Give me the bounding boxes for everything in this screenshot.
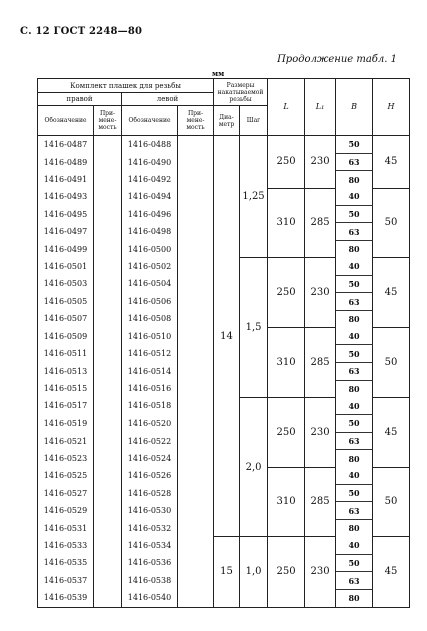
length-L: 250 [268, 397, 305, 467]
left-designation: 1416-0510 [122, 328, 178, 345]
width-B: 40 [336, 397, 373, 414]
right-applicability [94, 171, 122, 188]
right-applicability [94, 589, 122, 607]
width-B: 50 [336, 205, 373, 223]
left-designation: 1416-0520 [122, 415, 178, 433]
left-applicability [178, 484, 214, 502]
length-L: 310 [268, 188, 305, 258]
right-designation: 1416-0497 [38, 223, 94, 241]
left-designation: 1416-0508 [122, 310, 178, 327]
width-B: 40 [336, 537, 373, 554]
left-applicability [178, 450, 214, 467]
left-applicability [178, 241, 214, 258]
width-B: 63 [336, 153, 373, 171]
width-B: 40 [336, 467, 373, 484]
width-B: 63 [336, 572, 373, 590]
left-designation: 1416-0528 [122, 484, 178, 502]
left-applicability [178, 188, 214, 205]
height-H: 45 [373, 537, 410, 607]
thread-pitch: 2,0 [240, 397, 268, 537]
right-designation: 1416-0489 [38, 153, 94, 171]
right-applicability [94, 310, 122, 327]
length-L: 250 [268, 258, 305, 328]
right-applicability [94, 293, 122, 311]
width-B: 80 [336, 171, 373, 188]
right-applicability [94, 275, 122, 293]
thread-diameter: 14 [214, 136, 240, 537]
right-designation: 1416-0539 [38, 589, 94, 607]
length-L1: 230 [305, 258, 336, 328]
width-B: 50 [336, 415, 373, 433]
left-designation: 1416-0530 [122, 502, 178, 520]
right-applicability [94, 380, 122, 397]
right-designation: 1416-0511 [38, 345, 94, 363]
left-designation: 1416-0516 [122, 380, 178, 397]
right-designation: 1416-0509 [38, 328, 94, 345]
left-designation: 1416-0540 [122, 589, 178, 607]
right-designation: 1416-0491 [38, 171, 94, 188]
width-B: 63 [336, 502, 373, 520]
right-designation: 1416-0513 [38, 362, 94, 380]
right-applicability [94, 205, 122, 223]
right-designation: 1416-0499 [38, 241, 94, 258]
right-designation: 1416-0505 [38, 293, 94, 311]
left-designation: 1416-0524 [122, 450, 178, 467]
width-B: 40 [336, 258, 373, 275]
width-B: 63 [336, 432, 373, 450]
right-designation: 1416-0493 [38, 188, 94, 205]
right-designation: 1416-0515 [38, 380, 94, 397]
thread-pitch: 1,5 [240, 258, 268, 398]
width-B: 63 [336, 293, 373, 311]
unit-label: мм [212, 69, 225, 78]
left-designation: 1416-0506 [122, 293, 178, 311]
length-L1: 285 [305, 188, 336, 258]
length-L1: 230 [305, 136, 336, 189]
left-designation: 1416-0532 [122, 520, 178, 537]
left-applicability [178, 136, 214, 154]
height-H: 45 [373, 136, 410, 189]
header-kit: Комплект плашек для резьбы [38, 79, 214, 93]
right-applicability [94, 328, 122, 345]
header-B: B [336, 79, 373, 136]
header-applicability-right: При- мене- мость [94, 106, 122, 136]
header-L1: L₁ [305, 79, 336, 136]
table-row [38, 537, 410, 554]
header-right-thread: правой [38, 93, 122, 106]
right-designation: 1416-0529 [38, 502, 94, 520]
right-designation: 1416-0519 [38, 415, 94, 433]
left-designation: 1416-0518 [122, 397, 178, 414]
right-applicability [94, 345, 122, 363]
right-designation: 1416-0525 [38, 467, 94, 484]
right-designation: 1416-0527 [38, 484, 94, 502]
header-left-thread: левой [122, 93, 214, 106]
height-H: 45 [373, 397, 410, 467]
left-designation: 1416-0488 [122, 136, 178, 154]
table-row [38, 136, 410, 154]
header-H: H [373, 79, 410, 136]
left-designation: 1416-0504 [122, 275, 178, 293]
width-B: 50 [336, 484, 373, 502]
right-applicability [94, 502, 122, 520]
right-designation: 1416-0523 [38, 450, 94, 467]
right-applicability [94, 520, 122, 537]
right-designation: 1416-0503 [38, 275, 94, 293]
left-designation: 1416-0496 [122, 205, 178, 223]
header-diameter: Диа- метр [214, 106, 240, 136]
width-B: 50 [336, 136, 373, 154]
width-B: 80 [336, 589, 373, 607]
right-applicability [94, 432, 122, 450]
right-designation: 1416-0495 [38, 205, 94, 223]
right-designation: 1416-0521 [38, 432, 94, 450]
right-applicability [94, 537, 122, 554]
right-designation: 1416-0501 [38, 258, 94, 275]
left-applicability [178, 223, 214, 241]
right-applicability [94, 188, 122, 205]
left-designation: 1416-0522 [122, 432, 178, 450]
left-applicability [178, 520, 214, 537]
left-designation: 1416-0514 [122, 362, 178, 380]
height-H: 50 [373, 188, 410, 258]
page-header: С. 12 ГОСТ 2248—80 [20, 26, 143, 37]
left-applicability [178, 554, 214, 572]
right-applicability [94, 397, 122, 414]
width-B: 50 [336, 275, 373, 293]
header-thread-sizes: Размеры накатываемой резьбы [214, 79, 268, 106]
left-designation: 1416-0500 [122, 241, 178, 258]
table-continuation-note: Продолжение табл. 1 [277, 54, 397, 65]
length-L1: 230 [305, 537, 336, 607]
thread-pitch: 1,25 [240, 136, 268, 258]
right-designation: 1416-0517 [38, 397, 94, 414]
left-applicability [178, 153, 214, 171]
left-designation: 1416-0502 [122, 258, 178, 275]
left-applicability [178, 432, 214, 450]
header-designation-right: Обозначение [38, 106, 94, 136]
right-applicability [94, 362, 122, 380]
right-applicability [94, 467, 122, 484]
left-applicability [178, 310, 214, 327]
length-L: 310 [268, 328, 305, 398]
length-L1: 230 [305, 397, 336, 467]
thread-diameter: 15 [214, 537, 240, 607]
left-designation: 1416-0538 [122, 572, 178, 590]
right-designation: 1416-0537 [38, 572, 94, 590]
left-applicability [178, 293, 214, 311]
left-applicability [178, 537, 214, 554]
right-designation: 1416-0533 [38, 537, 94, 554]
left-designation: 1416-0534 [122, 537, 178, 554]
width-B: 50 [336, 554, 373, 572]
width-B: 80 [336, 310, 373, 327]
right-designation: 1416-0487 [38, 136, 94, 154]
right-designation: 1416-0531 [38, 520, 94, 537]
right-applicability [94, 223, 122, 241]
left-applicability [178, 362, 214, 380]
header-applicability-left: При- мене- мость [178, 106, 214, 136]
header-L: L [268, 79, 305, 136]
dies-table [37, 78, 410, 608]
right-applicability [94, 241, 122, 258]
left-applicability [178, 467, 214, 484]
left-applicability [178, 380, 214, 397]
right-applicability [94, 484, 122, 502]
width-B: 50 [336, 345, 373, 363]
left-designation: 1416-0494 [122, 188, 178, 205]
right-applicability [94, 136, 122, 154]
right-applicability [94, 554, 122, 572]
width-B: 80 [336, 450, 373, 467]
left-applicability [178, 502, 214, 520]
right-applicability [94, 258, 122, 275]
length-L: 250 [268, 537, 305, 607]
left-applicability [178, 205, 214, 223]
right-applicability [94, 153, 122, 171]
left-applicability [178, 171, 214, 188]
left-designation: 1416-0536 [122, 554, 178, 572]
left-designation: 1416-0512 [122, 345, 178, 363]
right-designation: 1416-0507 [38, 310, 94, 327]
width-B: 80 [336, 380, 373, 397]
left-applicability [178, 275, 214, 293]
left-applicability [178, 397, 214, 414]
right-applicability [94, 572, 122, 590]
length-L1: 285 [305, 467, 336, 537]
width-B: 40 [336, 188, 373, 205]
right-applicability [94, 415, 122, 433]
left-designation: 1416-0526 [122, 467, 178, 484]
length-L1: 285 [305, 328, 336, 398]
width-B: 80 [336, 241, 373, 258]
left-applicability [178, 258, 214, 275]
length-L: 250 [268, 136, 305, 189]
height-H: 50 [373, 328, 410, 398]
width-B: 40 [336, 328, 373, 345]
left-applicability [178, 415, 214, 433]
length-L: 310 [268, 467, 305, 537]
left-applicability [178, 345, 214, 363]
width-B: 63 [336, 223, 373, 241]
header-designation-left: Обозначение [122, 106, 178, 136]
left-designation: 1416-0492 [122, 171, 178, 188]
left-applicability [178, 572, 214, 590]
height-H: 45 [373, 258, 410, 328]
width-B: 63 [336, 362, 373, 380]
left-applicability [178, 589, 214, 607]
right-designation: 1416-0535 [38, 554, 94, 572]
width-B: 80 [336, 520, 373, 537]
left-applicability [178, 328, 214, 345]
right-applicability [94, 450, 122, 467]
header-pitch: Шаг [240, 106, 268, 136]
height-H: 50 [373, 467, 410, 537]
left-designation: 1416-0490 [122, 153, 178, 171]
left-designation: 1416-0498 [122, 223, 178, 241]
table-body [38, 136, 410, 608]
thread-pitch: 1,0 [240, 537, 268, 607]
